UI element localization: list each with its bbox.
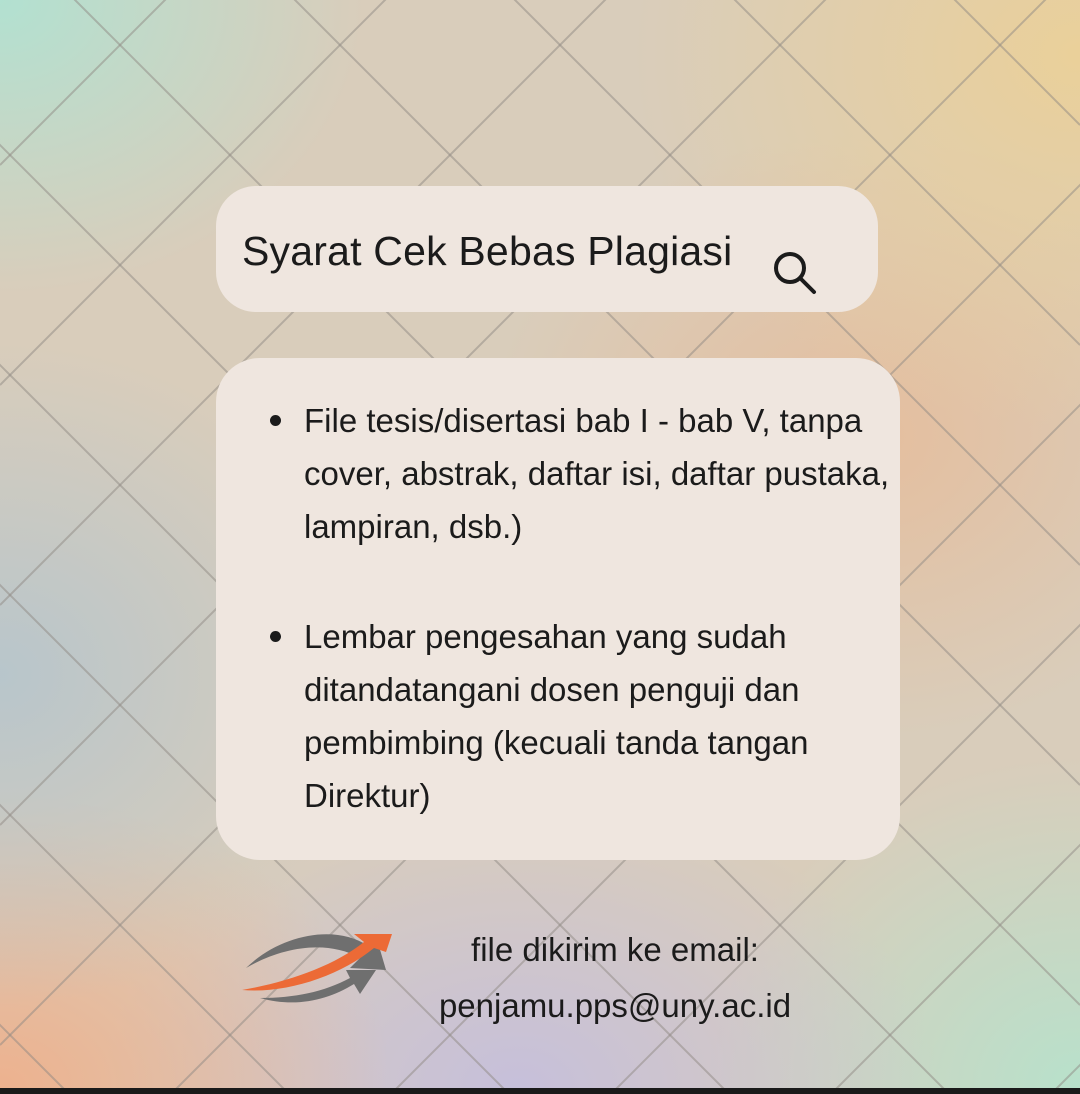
bullet-icon <box>270 415 281 426</box>
requirement-text: File tesis/disertasi bab I - bab V, tanpa cover, abstrak, daftar isi, daftar pustaka, lampiran, dsb.) <box>304 402 890 545</box>
arrow-logo-icon <box>236 928 394 1012</box>
title-card <box>216 186 878 312</box>
contact-block <box>380 922 850 1034</box>
requirements-card <box>216 358 900 860</box>
search-icon <box>768 244 828 296</box>
contact-label: file dikirim ke email: <box>471 931 759 968</box>
bullet-icon <box>270 631 281 642</box>
page-title: Syarat Cek Bebas Plagiasi <box>242 228 733 274</box>
requirement-text: Lembar pengesahan yang sudah ditandatangani dosen penguji dan pembimbing (kecuali tanda tangan Direktur) <box>304 618 809 814</box>
email-address: penjamu.pps@uny.ac.id <box>438 987 792 1024</box>
bottom-bar <box>0 1088 1080 1094</box>
